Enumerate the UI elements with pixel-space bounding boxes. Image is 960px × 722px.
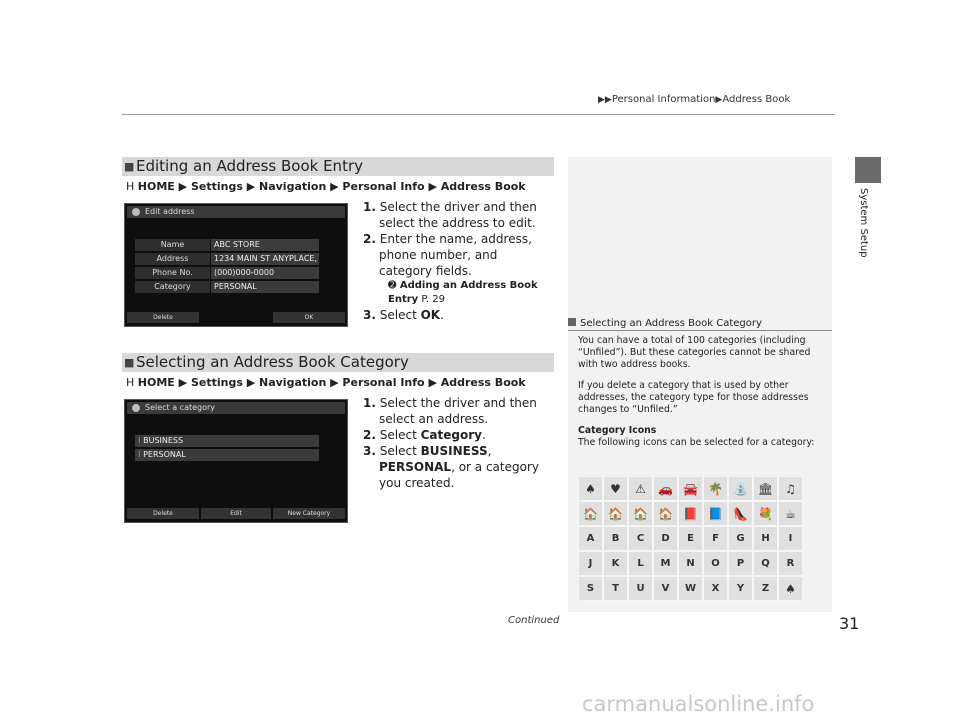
field-label-phone: Phone No.: [135, 267, 210, 279]
note-paragraph-2: If you delete a category that is used by other addresses, the category type for those addresses changes to “Unfiled.”: [578, 380, 809, 415]
field-label-category: Category: [135, 281, 210, 293]
category-icon: 🚘: [678, 476, 703, 501]
step-2: 2. Enter the name, address, phone number, and category fields.: [363, 232, 532, 278]
breadcrumb: [598, 94, 790, 105]
step-2: 2. Select Category.: [363, 428, 486, 442]
note-icon: [568, 318, 576, 326]
section-selecting-title: Selecting an Address Book Category: [136, 353, 409, 371]
field-value-address[interactable]: 1234 MAIN ST ANYPLACE,: [211, 253, 319, 265]
new-category-button[interactable]: New Category: [273, 508, 345, 519]
category-icon: 👠: [728, 501, 753, 526]
category-icon: T: [603, 576, 628, 601]
category-icon: W: [678, 576, 703, 601]
field-label-name: Name: [135, 239, 210, 251]
step-3: 3. Select OK.: [363, 308, 444, 322]
step-1: 1. Select the driver and then select an address.: [363, 396, 537, 426]
nav-icon: [132, 404, 140, 412]
breadcrumb-item-personal-information: Personal Information: [611, 94, 716, 105]
category-icon: A: [578, 526, 603, 551]
category-icon: 🚗: [653, 476, 678, 501]
category-icon: 💐: [753, 501, 778, 526]
home-icon: H: [126, 376, 138, 389]
category-icon: ♠: [778, 576, 803, 601]
icon-row: [578, 476, 804, 501]
nav-icon: [132, 208, 140, 216]
home-icon: H: [126, 180, 138, 193]
category-icon: V: [653, 576, 678, 601]
icon-row: [578, 551, 804, 576]
watermark: carmanualsonline.info: [582, 692, 815, 716]
cross-reference[interactable]: ➋ Adding an Address Book Entry P. 29: [388, 280, 538, 305]
category-icon: 🏠: [603, 501, 628, 526]
category-icon: ⛲: [728, 476, 753, 501]
category-icon: 📕: [678, 501, 703, 526]
page-number: 31: [839, 614, 860, 633]
category-icon: Y: [728, 576, 753, 601]
category-icon-grid: [578, 476, 804, 601]
menu-path-2: H HOME ▶ Settings ▶ Navigation ▶ Personal Info ▶ Address Book: [126, 376, 526, 389]
category-icon: X: [703, 576, 728, 601]
edit-button[interactable]: Edit: [201, 508, 271, 519]
category-icon: B: [603, 526, 628, 551]
note-body: [578, 335, 828, 449]
category-icon: 🏠: [653, 501, 678, 526]
category-icon: 🏛: [753, 476, 778, 501]
category-icon: ⚠: [628, 476, 653, 501]
steps-editing: [363, 199, 551, 323]
note-icons-text: The following icons can be selected for a category:: [578, 437, 815, 448]
breadcrumb-item-address-book: Address Book: [722, 94, 791, 105]
screen-title-bar: Select a category: [127, 402, 345, 414]
category-icon: 🏠: [578, 501, 603, 526]
category-icon: K: [603, 551, 628, 576]
section-editing-header: [122, 157, 554, 176]
category-icon: C: [628, 526, 653, 551]
header-rule: [122, 114, 835, 115]
category-icon: ♥: [603, 476, 628, 501]
category-icon: P: [728, 551, 753, 576]
category-icon: H: [753, 526, 778, 551]
category-icon: D: [653, 526, 678, 551]
steps-selecting: [363, 395, 553, 491]
category-icon: Q: [753, 551, 778, 576]
continued-label: Continued: [508, 615, 560, 626]
category-icon: 📘: [703, 501, 728, 526]
category-icon: E: [678, 526, 703, 551]
icon-row: [578, 501, 804, 526]
delete-button[interactable]: Delete: [127, 508, 199, 519]
category-icon: G: [728, 526, 753, 551]
side-tab-label: System Setup: [858, 188, 869, 258]
field-value-category[interactable]: PERSONAL: [211, 281, 319, 293]
breadcrumb-arrow-icon: ▶: [715, 95, 723, 105]
menu-path-1: H HOME ▶ Settings ▶ Navigation ▶ Personal Info ▶ Address Book: [126, 180, 526, 193]
category-icon: ☕: [778, 501, 803, 526]
category-icon: R: [778, 551, 803, 576]
category-icon: F: [703, 526, 728, 551]
field-value-phone[interactable]: (000)000-0000: [211, 267, 319, 279]
category-icon: N: [678, 551, 703, 576]
note-icons-title: Category Icons: [578, 425, 657, 436]
category-item-business[interactable]: ⁝ BUSINESS: [135, 435, 319, 447]
category-icon: ♫: [778, 476, 803, 501]
section-selecting-header: [122, 353, 554, 372]
select-category-screen: [124, 399, 348, 523]
category-icon: U: [628, 576, 653, 601]
ok-button[interactable]: OK: [273, 312, 345, 323]
category-icon: Z: [753, 576, 778, 601]
field-label-address: Address: [135, 253, 210, 265]
category-icon: M: [653, 551, 678, 576]
category-icon: L: [628, 551, 653, 576]
note-heading: Selecting an Address Book Category: [568, 318, 762, 329]
category-icon: S: [578, 576, 603, 601]
step-3: 3. Select BUSINESS, PERSONAL, or a category you created.: [363, 444, 539, 490]
section-marker-icon: ■: [124, 160, 135, 173]
section-marker-icon: ■: [124, 356, 135, 369]
category-item-personal[interactable]: ⁝ PERSONAL: [135, 449, 319, 461]
field-value-name[interactable]: ABC STORE: [211, 239, 319, 251]
note-rule: [568, 330, 832, 331]
step-1: 1. Select the driver and then select the address to edit.: [363, 200, 537, 230]
chapter-tab: [855, 157, 881, 183]
icon-row: [578, 526, 804, 551]
delete-button[interactable]: Delete: [127, 312, 199, 323]
category-icon: 🌴: [703, 476, 728, 501]
screen-title-bar: Edit address: [127, 206, 345, 218]
note-paragraph-1: You can have a total of 100 categories (including “Unfiled”). But these categories cannot be shared with two address books.: [578, 335, 811, 370]
breadcrumb-arrow-icon: ▶▶: [598, 95, 612, 105]
edit-address-screen: [124, 203, 348, 327]
category-icon: O: [703, 551, 728, 576]
category-icon: J: [578, 551, 603, 576]
icon-row: [578, 576, 804, 601]
side-tab: [857, 188, 869, 268]
category-icon: I: [778, 526, 803, 551]
category-icon: 🏠: [628, 501, 653, 526]
category-icon: ♠: [578, 476, 603, 501]
section-editing-title: Editing an Address Book Entry: [136, 157, 363, 175]
